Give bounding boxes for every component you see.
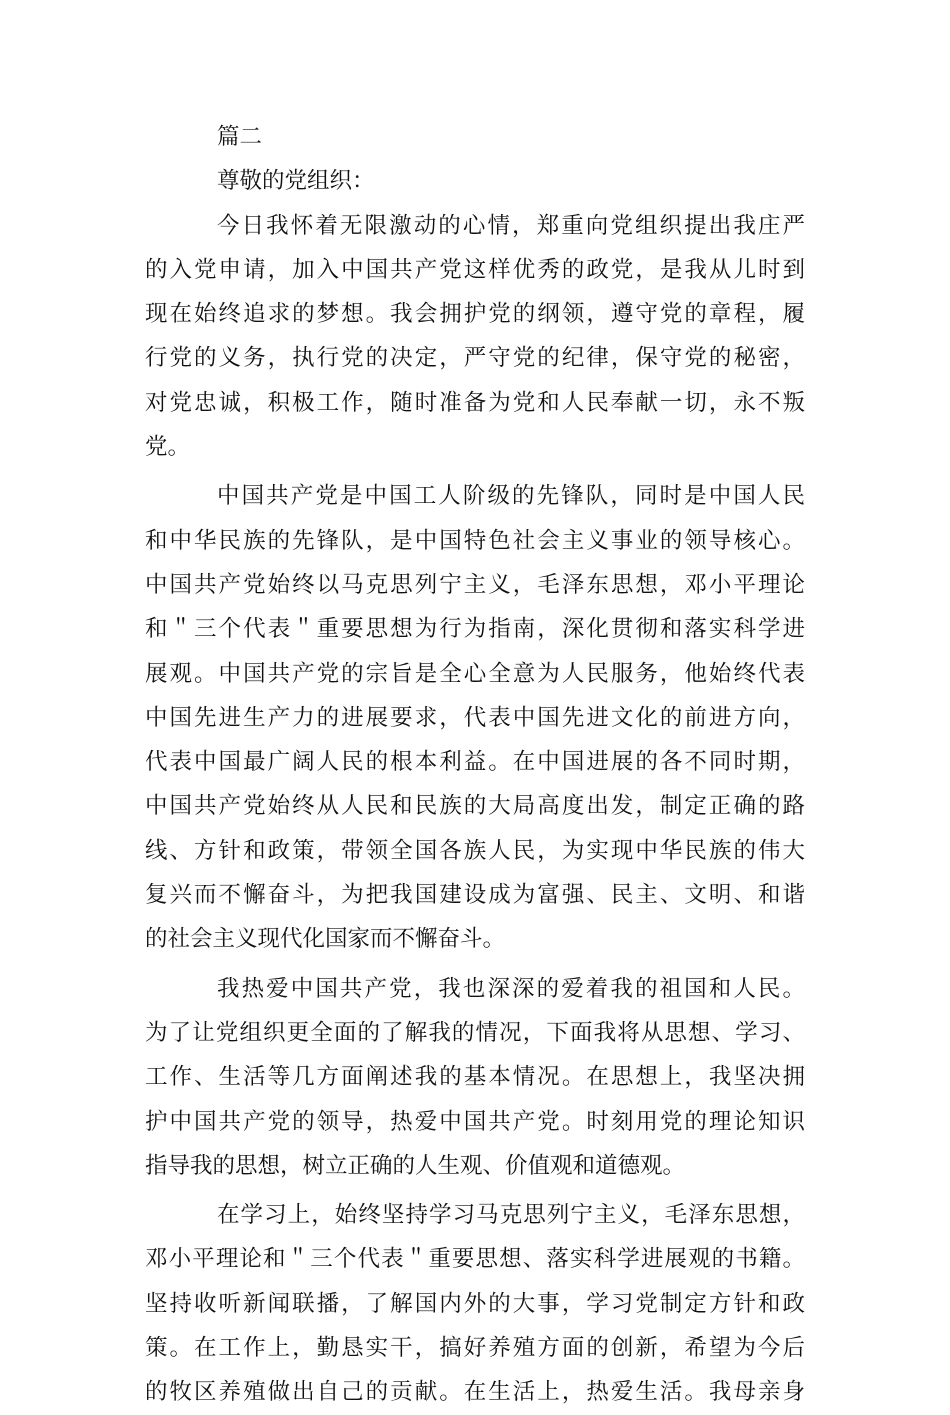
text-line: 代表中国最广阔人民的根本利益。在中国进展的各不同时期， bbox=[145, 749, 805, 776]
text-line: 的牧区养殖做出自己的贡献。在生活上，热爱生活。我母亲身 bbox=[145, 1379, 805, 1406]
text-line: 邓小平理论和＂三个代表＂重要思想、落实科学进展观的书籍。 bbox=[145, 1246, 805, 1273]
text-line: 坚持收听新闻联播，了解国内外的大事，学习党制定方针和政 bbox=[145, 1290, 805, 1317]
text-line: 为了让党组织更全面的了解我的情况，下面我将从思想、学习、 bbox=[145, 1019, 805, 1046]
text-line: 展观。中国共产党的宗旨是全心全意为人民服务，他始终代表 bbox=[145, 660, 805, 687]
text-line: 现在始终追求的梦想。我会拥护党的纲领，遵守党的章程，履 bbox=[145, 301, 805, 328]
text-line: 复兴而不懈奋斗，为把我国建设成为富强、民主、文明、和谐 bbox=[145, 882, 805, 909]
text-line: 的入党申请，加入中国共产党这样优秀的政党，是我从儿时到 bbox=[145, 256, 805, 283]
text-line: 今日我怀着无限激动的心情，郑重向党组织提出我庄严 bbox=[217, 212, 805, 239]
section-heading: 篇二 bbox=[217, 124, 263, 150]
text-line: 指导我的思想，树立正确的人生观、价值观和道德观。 bbox=[145, 1152, 686, 1179]
text-line: 和＂三个代表＂重要思想为行为指南，深化贯彻和落实科学进 bbox=[145, 616, 805, 643]
text-line: 工作、生活等几方面阐述我的基本情况。在思想上，我坚决拥 bbox=[145, 1064, 805, 1091]
text-line: 中国先进生产力的进展要求，代表中国先进文化的前进方向， bbox=[145, 704, 805, 731]
text-line: 护中国共产党的领导，热爱中国共产党。时刻用党的理论知识 bbox=[145, 1108, 805, 1135]
text-line: 我热爱中国共产党，我也深深的爱着我的祖国和人民。 bbox=[217, 975, 805, 1002]
text-line: 策。在工作上，勤恳实干，搞好养殖方面的创新，希望为今后 bbox=[145, 1335, 805, 1362]
text-line: 行党的义务，执行党的决定，严守党的纪律，保守党的秘密， bbox=[145, 345, 805, 372]
text-line: 对党忠诚，积极工作，随时准备为党和人民奉献一切，永不叛 bbox=[145, 389, 805, 416]
salutation: 尊敬的党组织： bbox=[217, 168, 375, 195]
text-line: 和中华民族的先锋队，是中国特色社会主义事业的领导核心。 bbox=[145, 527, 805, 554]
text-line: 线、方针和政策，带领全国各族人民，为实现中华民族的伟大 bbox=[145, 837, 805, 864]
text-line: 中国共产党是中国工人阶级的先锋队，同时是中国人民 bbox=[217, 483, 805, 510]
text-line: 的社会主义现代化国家而不懈奋斗。 bbox=[145, 926, 506, 953]
document-body bbox=[145, 115, 805, 1415]
text-line: 在学习上，始终坚持学习马克思列宁主义，毛泽东思想， bbox=[217, 1202, 805, 1229]
text-line: 中国共产党始终从人民和民族的大局高度出发，制定正确的路 bbox=[145, 793, 805, 820]
text-line: 党。 bbox=[145, 434, 191, 461]
text-line: 中国共产党始终以马克思列宁主义，毛泽东思想，邓小平理论 bbox=[145, 571, 805, 598]
